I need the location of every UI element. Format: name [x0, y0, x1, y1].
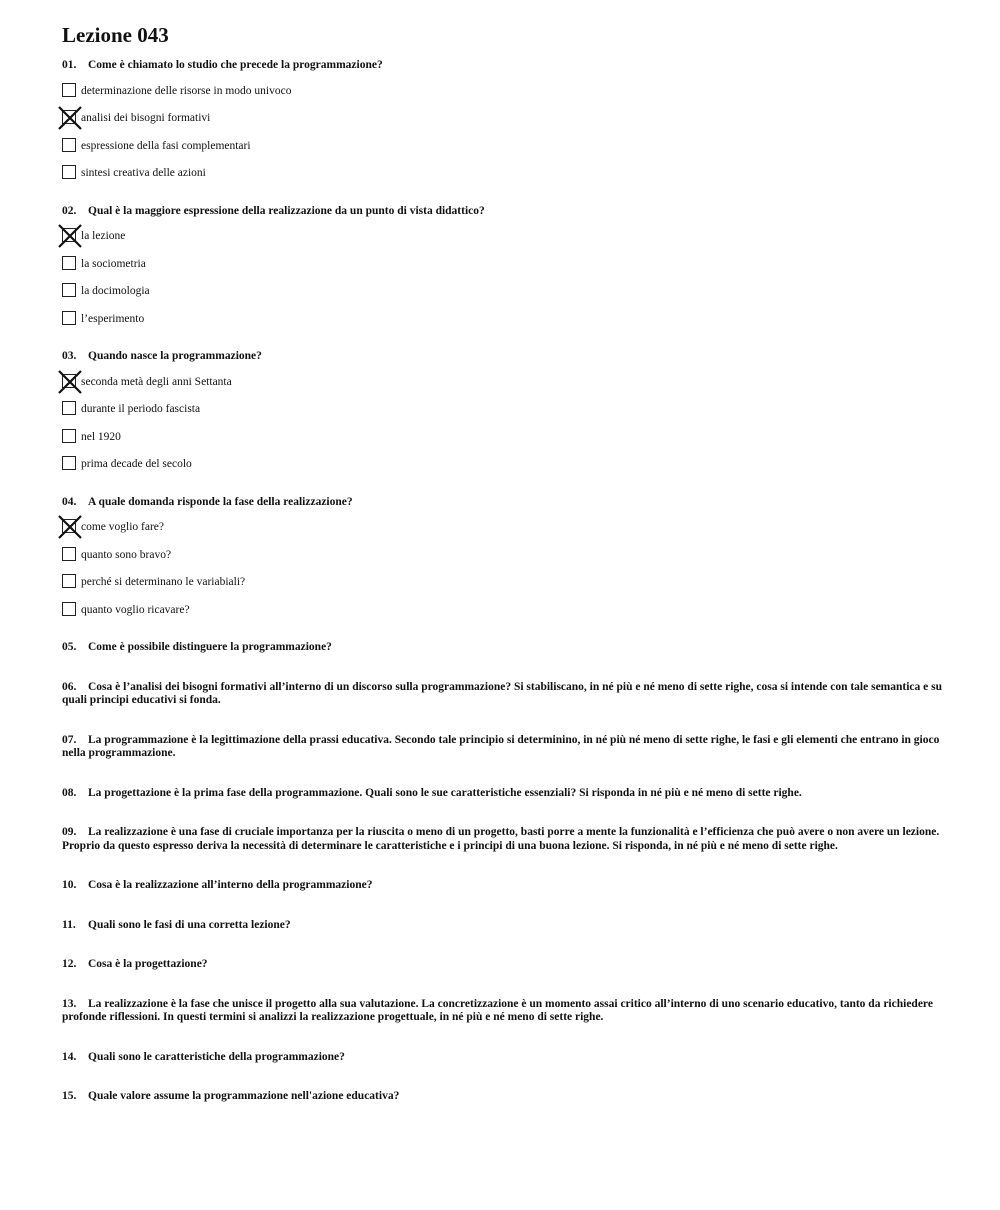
answer-options [62, 82, 942, 192]
question-text [62, 998, 942, 1025]
question-label: La realizzazione è una fase di cruciale importanza per la riuscita o meno di un progetto, basti porre a mente la funzionalità e l’efficienza che può avere o non avere un lezione. Proprio da questo espresso deriva la necessità di determinare le caratteristiche e i principi di una buona lezione. Si risponda, in né più e né meno di sette righe. [62, 826, 940, 852]
answer-label: la sociometria [81, 257, 146, 270]
question-text [62, 787, 942, 801]
question-13 [62, 998, 942, 1051]
checkbox[interactable] [62, 401, 76, 415]
checkbox[interactable] [62, 138, 76, 152]
checkbox-checked[interactable] [62, 110, 76, 124]
question-text [62, 1051, 942, 1065]
answer-label: durante il periodo fascista [81, 403, 201, 415]
checkbox[interactable] [62, 547, 76, 561]
answer-space [62, 893, 942, 919]
answer-space [62, 1064, 942, 1090]
answer-option[interactable] [62, 137, 942, 165]
answer-label: quanto voglio ricavare? [81, 603, 190, 616]
question-number: 04. [62, 495, 77, 508]
question-label: Cosa è la realizzazione all’interno della programmazione? [88, 879, 373, 891]
question-label: La progettazione è la prima fase della programmazione. Quali sono le sue caratteristiche essenziali? Si risponda in né più e né meno di sette righe. [88, 786, 802, 799]
question-text [62, 205, 942, 219]
answer-label: nel 1920 [81, 430, 121, 443]
question-8 [62, 787, 942, 827]
question-number: 05. [62, 641, 77, 653]
answer-option[interactable] [62, 573, 942, 601]
answer-label: prima decade del secolo [81, 458, 192, 470]
cross-mark-icon [59, 516, 81, 538]
checkbox[interactable] [62, 165, 76, 179]
answer-space [62, 337, 942, 350]
question-5 [62, 641, 942, 681]
answer-label: la docimologia [81, 285, 150, 297]
question-text [62, 919, 942, 933]
checkbox[interactable] [62, 283, 76, 297]
answer-label: l’esperimento [81, 312, 145, 325]
question-label: Quando nasce la programmazione? [88, 350, 262, 362]
answer-space [62, 483, 942, 496]
answer-option[interactable] [62, 109, 942, 137]
question-text [62, 734, 942, 761]
answer-option[interactable] [62, 282, 942, 310]
checkbox-checked[interactable] [62, 519, 76, 533]
answer-label: quanto sono bravo? [81, 548, 172, 561]
answer-label: analisi dei bisogni formativi [81, 112, 211, 124]
question-number: 11. [62, 918, 76, 931]
question-label: Come è possibile distinguere la programmazione? [88, 641, 332, 653]
question-list [62, 59, 942, 1130]
answer-label: seconda metà degli anni Settanta [81, 375, 232, 388]
answer-space [62, 1025, 942, 1051]
answer-label: la lezione [81, 230, 126, 242]
answer-space [62, 1104, 942, 1130]
answer-option[interactable] [62, 310, 942, 338]
question-label: La programmazione è la legittimazione della prassi educativa. Secondo tale principio si determinino, in né più né meno di sette righe, le fasi e gli elementi che entrano in gioco nella programmazione. [62, 733, 940, 759]
checkbox[interactable] [62, 256, 76, 270]
answer-label: perché si determinano le variabiali? [81, 576, 246, 588]
question-number: 13. [62, 997, 77, 1010]
answer-space [62, 932, 942, 958]
answer-space [62, 192, 942, 205]
checkbox[interactable] [62, 311, 76, 325]
answer-option[interactable] [62, 601, 942, 629]
question-6 [62, 681, 942, 734]
question-11 [62, 919, 942, 959]
question-label: Cosa è l’analisi dei bisogni formativi all’interno di un discorso sulla programmazione? Si stabiliscano, in né più e né meno di sette righe, cosa si intende con tale semantica e su quali principi educativi si fonda. [62, 680, 942, 706]
answer-space [62, 972, 942, 998]
answer-option[interactable] [62, 164, 942, 192]
question-14 [62, 1051, 942, 1091]
checkbox[interactable] [62, 602, 76, 616]
question-text [62, 681, 942, 708]
question-12 [62, 958, 942, 998]
question-number: 01. [62, 59, 77, 71]
question-7 [62, 734, 942, 787]
question-text [62, 641, 942, 655]
question-number: 09. [62, 826, 77, 838]
answer-option[interactable] [62, 428, 942, 456]
answer-option[interactable] [62, 373, 942, 401]
answer-space [62, 708, 942, 734]
question-text [62, 958, 942, 972]
answer-options [62, 518, 942, 628]
answer-option[interactable] [62, 227, 942, 255]
question-number: 02. [62, 204, 77, 217]
checkbox[interactable] [62, 429, 76, 443]
answer-space [62, 761, 942, 787]
answer-option[interactable] [62, 82, 942, 110]
page [62, 22, 942, 1130]
answer-space [62, 800, 942, 826]
answer-space [62, 628, 942, 641]
question-2 [62, 205, 942, 351]
answer-space [62, 655, 942, 681]
question-number: 12. [62, 958, 77, 970]
question-label: Quali sono le fasi di una corretta lezione? [88, 918, 291, 931]
answer-option[interactable] [62, 455, 942, 483]
question-number: 15. [62, 1090, 77, 1102]
cross-mark-icon [59, 107, 81, 129]
question-text [62, 496, 942, 510]
answer-option[interactable] [62, 518, 942, 546]
question-label: Quale valore assume la programmazione nell'azione educativa? [88, 1090, 400, 1102]
question-text [62, 826, 942, 853]
answer-space [62, 853, 942, 879]
answer-option[interactable] [62, 546, 942, 574]
question-10 [62, 879, 942, 919]
question-number: 07. [62, 733, 77, 746]
question-number: 14. [62, 1050, 77, 1063]
question-label: A quale domanda risponde la fase della realizzazione? [88, 495, 353, 508]
checkbox[interactable] [62, 83, 76, 97]
answer-options [62, 227, 942, 337]
question-label: La realizzazione è la fase che unisce il progetto alla sua valutazione. La concretizzazione è un momento assai critico all’interno di uno scenario educativo, tanto da richiedere profonde riflessioni. In questi termini si analizzi la realizzazione progettuale, in né più e né meno di sette righe. [62, 997, 933, 1023]
question-1 [62, 59, 942, 205]
answer-label: determinazione delle risorse in modo univoco [81, 84, 292, 97]
question-text [62, 879, 942, 893]
question-4 [62, 496, 942, 642]
question-15 [62, 1090, 942, 1130]
question-text [62, 59, 942, 73]
checkbox[interactable] [62, 574, 76, 588]
question-label: Qual è la maggiore espressione della realizzazione da un punto di vista didattico? [88, 204, 485, 217]
question-9 [62, 826, 942, 879]
answer-option[interactable] [62, 400, 942, 428]
checkbox-checked[interactable] [62, 228, 76, 242]
question-text [62, 350, 942, 364]
checkbox[interactable] [62, 456, 76, 470]
cross-mark-icon [59, 225, 81, 247]
answer-options [62, 373, 942, 483]
page-title: Lezione 043 [62, 23, 169, 47]
question-3 [62, 350, 942, 496]
question-number: 08. [62, 786, 77, 799]
question-label: Cosa è la progettazione? [88, 958, 208, 970]
answer-label: come voglio fare? [81, 521, 165, 533]
question-number: 03. [62, 350, 77, 362]
answer-label: sintesi creativa delle azioni [81, 167, 206, 179]
question-number: 10. [62, 879, 77, 891]
answer-option[interactable] [62, 255, 942, 283]
question-label: Come è chiamato lo studio che precede la programmazione? [88, 59, 383, 71]
question-text [62, 1090, 942, 1104]
checkbox-checked[interactable] [62, 374, 76, 388]
question-number: 06. [62, 680, 77, 693]
cross-mark-icon [59, 371, 81, 393]
answer-label: espressione della fasi complementari [81, 139, 251, 152]
question-label: Quali sono le caratteristiche della programmazione? [88, 1050, 345, 1063]
